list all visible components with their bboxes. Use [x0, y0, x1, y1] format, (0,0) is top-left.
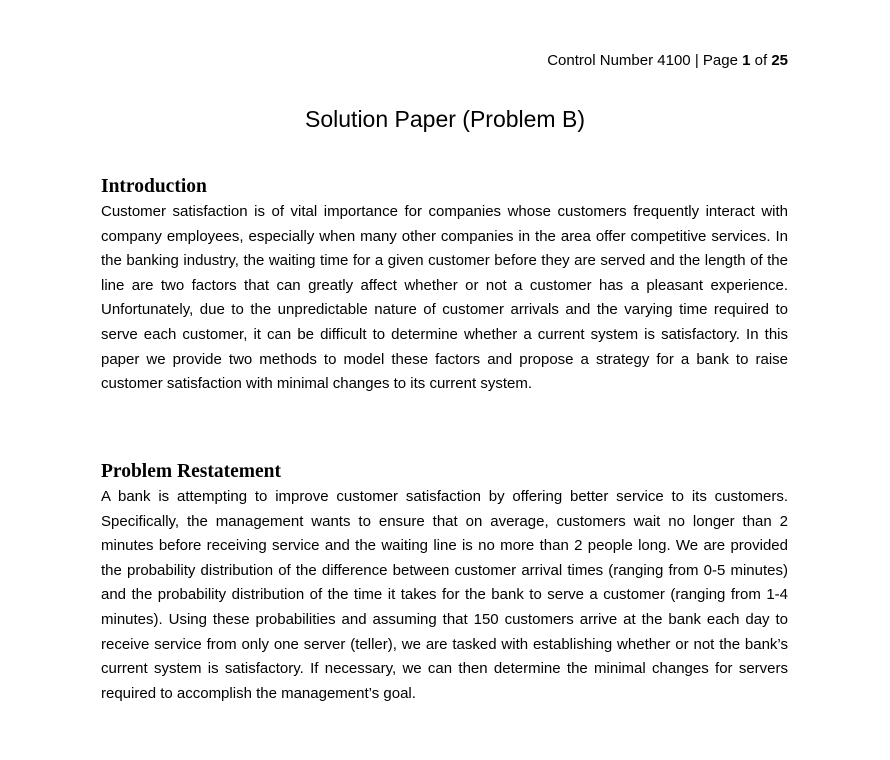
page-total: 25: [771, 52, 788, 69]
page-current: 1: [742, 52, 751, 69]
problem-restatement-heading: Problem Restatement: [101, 461, 281, 482]
of-word: of: [754, 52, 768, 69]
introduction-section: [101, 175, 788, 397]
introduction-heading: Introduction: [101, 176, 207, 197]
problem-restatement-section: [101, 460, 788, 706]
control-number: Control Number 4100: [547, 52, 691, 69]
page-header: [547, 51, 788, 71]
header-separator: |: [694, 52, 699, 69]
page-word: Page: [702, 52, 738, 69]
paper-title: Solution Paper (Problem B): [305, 106, 585, 132]
problem-restatement-paragraph: A bank is attempting to improve customer satisfaction by offering better service to its customers. Specifically, the management wants to ensure that on average, customers wait no longer than 2 minutes before receiving service and the waiting line is no more than 2 people long. We are provided the probability distribution of the difference between customer arrival times (ranging from 0-5 minutes) and the probability distribution of the time it takes for the bank to serve a customer (ranging from 1-4 minutes). Using these probabilities and assuming that 150 customers arrive at the bank each day to receive service from only one server (teller), we are tasked with establishing whether or not the bank’s current system is satisfactory. If necessary, we can then determine the minimal changes for servers required to accomplish the management’s goal.: [101, 488, 788, 702]
introduction-paragraph: Customer satisfaction is of vital importance for companies whose customers frequently interact with company employees, especially when many other companies in the area offer competitive services. In the banking industry, the waiting time for a given customer before they are served and the length of the line are two factors that can greatly affect whether or not a customer has a pleasant experience. Unfortunately, due to the unpredictable nature of customer arrivals and the varying time required to serve each customer, it can be difficult to determine whether a current system is satisfactory. In this paper we provide two methods to model these factors and propose a strategy for a bank to raise customer satisfaction with minimal changes to its current system.: [101, 203, 788, 393]
